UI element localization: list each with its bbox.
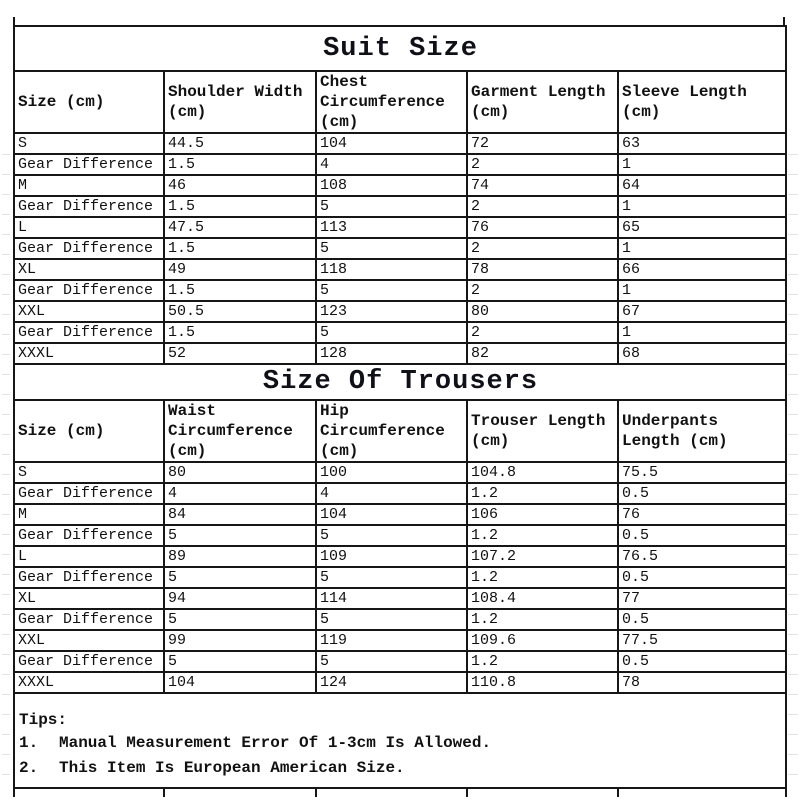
partial-cell (316, 788, 467, 797)
row-label-cell: L (14, 217, 164, 238)
value-cell: 99 (164, 630, 316, 651)
table-row (14, 609, 786, 630)
value-cell: 2 (467, 196, 618, 217)
suit-title-row (14, 26, 786, 71)
tips-item (19, 756, 781, 781)
partial-cell (164, 788, 316, 797)
value-cell: 2 (467, 280, 618, 301)
tips-item (19, 731, 781, 756)
column-header: Garment Length (cm) (467, 71, 618, 133)
value-cell: 52 (164, 343, 316, 364)
tips-item-number: 1. (19, 734, 39, 752)
value-cell: 2 (467, 238, 618, 259)
row-label-cell: XXXL (14, 672, 164, 693)
table-row (14, 462, 786, 483)
table-row (14, 133, 786, 154)
value-cell: 1.2 (467, 651, 618, 672)
row-label-cell: Gear Difference (14, 196, 164, 217)
value-cell: 80 (164, 462, 316, 483)
row-label-cell: XL (14, 588, 164, 609)
value-cell: 5 (316, 280, 467, 301)
table-row (14, 259, 786, 280)
row-label-cell: Gear Difference (14, 651, 164, 672)
value-cell: 100 (316, 462, 467, 483)
value-cell: 76 (618, 504, 786, 525)
row-label-cell: Gear Difference (14, 280, 164, 301)
spreadsheet-gridline-ticks-right (788, 135, 798, 783)
trousers-header-row (14, 400, 786, 462)
partial-bottom-row (14, 788, 786, 797)
tips-heading: Tips: (19, 711, 68, 729)
value-cell: 104 (316, 504, 467, 525)
tips-row (14, 693, 786, 788)
value-cell: 2 (467, 322, 618, 343)
value-cell: 66 (618, 259, 786, 280)
row-label-cell: Gear Difference (14, 609, 164, 630)
value-cell: 118 (316, 259, 467, 280)
row-label-cell: M (14, 175, 164, 196)
value-cell: 89 (164, 546, 316, 567)
column-header: Underpants Length (cm) (618, 400, 786, 462)
value-cell: 64 (618, 175, 786, 196)
value-cell: 108 (316, 175, 467, 196)
row-label-cell: Gear Difference (14, 483, 164, 504)
value-cell: 46 (164, 175, 316, 196)
row-label-cell: XXL (14, 630, 164, 651)
value-cell: 77 (618, 588, 786, 609)
table-row (14, 546, 786, 567)
value-cell: 1.5 (164, 238, 316, 259)
value-cell: 80 (467, 301, 618, 322)
row-label-cell: Gear Difference (14, 567, 164, 588)
value-cell: 5 (316, 609, 467, 630)
tips-item-text: This Item Is European American Size. (59, 759, 405, 777)
value-cell: 5 (316, 525, 467, 546)
value-cell: 1 (618, 238, 786, 259)
value-cell: 82 (467, 343, 618, 364)
column-header: Size (cm) (14, 400, 164, 462)
value-cell: 44.5 (164, 133, 316, 154)
value-cell: 4 (316, 154, 467, 175)
size-chart-table (13, 25, 787, 797)
value-cell: 1.2 (467, 525, 618, 546)
column-header: Hip Circumference (cm) (316, 400, 467, 462)
value-cell: 5 (164, 609, 316, 630)
tips-item-number: 2. (19, 759, 39, 777)
value-cell: 5 (316, 567, 467, 588)
table-row (14, 588, 786, 609)
value-cell: 47.5 (164, 217, 316, 238)
column-header: Sleeve Length (cm) (618, 71, 786, 133)
value-cell: 50.5 (164, 301, 316, 322)
value-cell: 5 (316, 196, 467, 217)
table-row (14, 343, 786, 364)
value-cell: 74 (467, 175, 618, 196)
value-cell: 5 (164, 567, 316, 588)
value-cell: 1 (618, 196, 786, 217)
spreadsheet-gridline-ticks-left (2, 135, 10, 783)
value-cell: 106 (467, 504, 618, 525)
row-label-cell: Gear Difference (14, 525, 164, 546)
column-header: Chest Circumference (cm) (316, 71, 467, 133)
value-cell: 1 (618, 154, 786, 175)
table-row (14, 217, 786, 238)
table-row (14, 154, 786, 175)
value-cell: 63 (618, 133, 786, 154)
trousers-title-row (14, 364, 786, 400)
row-label-cell: Gear Difference (14, 154, 164, 175)
value-cell: 49 (164, 259, 316, 280)
value-cell: 94 (164, 588, 316, 609)
column-header: Size (cm) (14, 71, 164, 133)
value-cell: 108.4 (467, 588, 618, 609)
value-cell: 113 (316, 217, 467, 238)
row-label-cell: M (14, 504, 164, 525)
value-cell: 1.2 (467, 609, 618, 630)
value-cell: 109.6 (467, 630, 618, 651)
table-row (14, 322, 786, 343)
row-label-cell: Gear Difference (14, 322, 164, 343)
value-cell: 110.8 (467, 672, 618, 693)
value-cell: 78 (618, 672, 786, 693)
value-cell: 1.2 (467, 483, 618, 504)
table-row (14, 672, 786, 693)
value-cell: 104.8 (467, 462, 618, 483)
table-row (14, 483, 786, 504)
value-cell: 5 (316, 322, 467, 343)
column-header: Shoulder Width (cm) (164, 71, 316, 133)
value-cell: 104 (316, 133, 467, 154)
value-cell: 0.5 (618, 651, 786, 672)
value-cell: 123 (316, 301, 467, 322)
table-row (14, 525, 786, 546)
value-cell: 76.5 (618, 546, 786, 567)
column-header: Waist Circumference (cm) (164, 400, 316, 462)
column-header: Trouser Length (cm) (467, 400, 618, 462)
value-cell: 5 (316, 651, 467, 672)
value-cell: 1.5 (164, 322, 316, 343)
row-label-cell: XL (14, 259, 164, 280)
value-cell: 1 (618, 322, 786, 343)
tips-item-text: Manual Measurement Error Of 1-3cm Is Allowed. (59, 734, 492, 752)
value-cell: 0.5 (618, 525, 786, 546)
value-cell: 1.5 (164, 196, 316, 217)
value-cell: 128 (316, 343, 467, 364)
row-label-cell: Gear Difference (14, 238, 164, 259)
table-row (14, 504, 786, 525)
value-cell: 76 (467, 217, 618, 238)
value-cell: 4 (316, 483, 467, 504)
row-label-cell: XXL (14, 301, 164, 322)
partial-cell (618, 788, 786, 797)
value-cell: 119 (316, 630, 467, 651)
row-label-cell: S (14, 462, 164, 483)
tips-cell (14, 693, 786, 788)
table-row (14, 196, 786, 217)
value-cell: 0.5 (618, 567, 786, 588)
value-cell: 84 (164, 504, 316, 525)
table-row (14, 301, 786, 322)
value-cell: 2 (467, 154, 618, 175)
trousers-section-title: Size Of Trousers (14, 364, 786, 400)
value-cell: 5 (316, 238, 467, 259)
value-cell: 0.5 (618, 483, 786, 504)
row-label-cell: S (14, 133, 164, 154)
suit-section-title: Suit Size (14, 26, 786, 71)
partial-cell (14, 788, 164, 797)
partial-cell (467, 788, 618, 797)
row-label-cell: XXXL (14, 343, 164, 364)
suit-header-row (14, 71, 786, 133)
value-cell: 5 (164, 651, 316, 672)
table-row (14, 280, 786, 301)
value-cell: 0.5 (618, 609, 786, 630)
value-cell: 77.5 (618, 630, 786, 651)
value-cell: 72 (467, 133, 618, 154)
value-cell: 68 (618, 343, 786, 364)
value-cell: 4 (164, 483, 316, 504)
table-row (14, 238, 786, 259)
value-cell: 114 (316, 588, 467, 609)
value-cell: 104 (164, 672, 316, 693)
value-cell: 67 (618, 301, 786, 322)
table-row (14, 175, 786, 196)
value-cell: 1.5 (164, 154, 316, 175)
value-cell: 75.5 (618, 462, 786, 483)
value-cell: 78 (467, 259, 618, 280)
table-row (14, 567, 786, 588)
value-cell: 1.5 (164, 280, 316, 301)
value-cell: 124 (316, 672, 467, 693)
value-cell: 65 (618, 217, 786, 238)
value-cell: 1.2 (467, 567, 618, 588)
value-cell: 5 (164, 525, 316, 546)
value-cell: 107.2 (467, 546, 618, 567)
table-row (14, 630, 786, 651)
value-cell: 1 (618, 280, 786, 301)
row-label-cell: L (14, 546, 164, 567)
table-row (14, 651, 786, 672)
value-cell: 109 (316, 546, 467, 567)
